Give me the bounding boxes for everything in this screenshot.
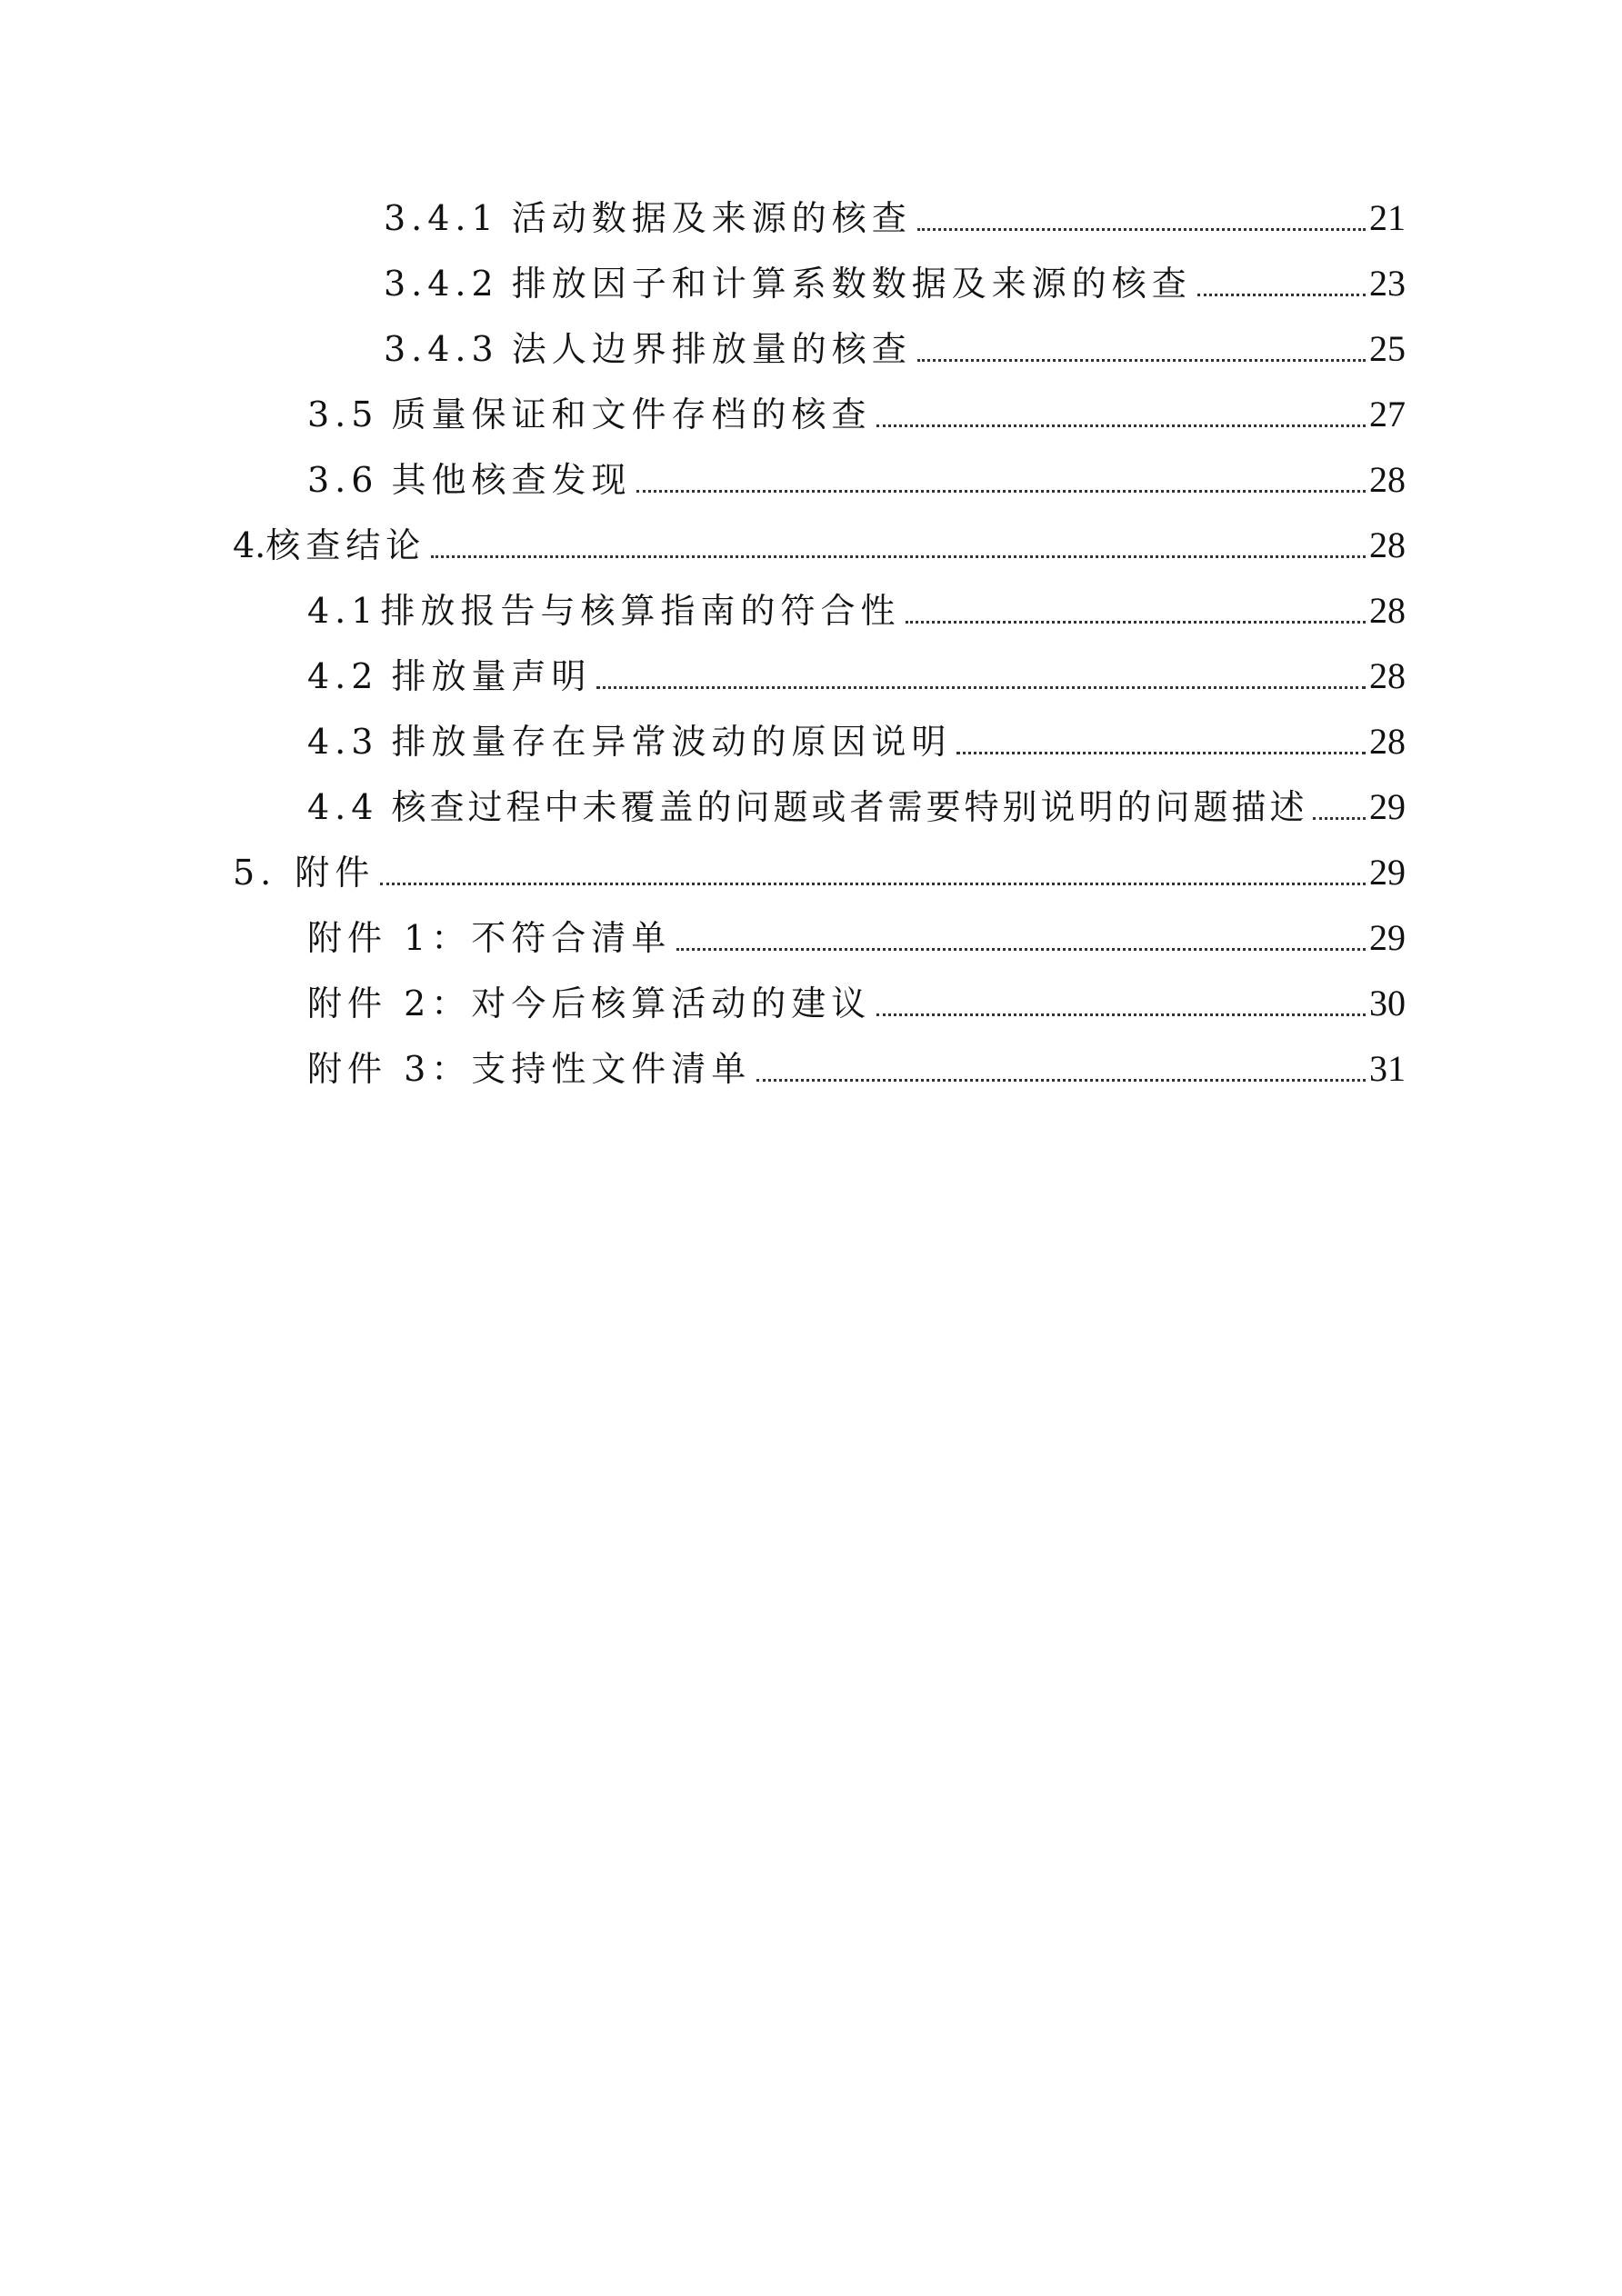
toc-entry-title: 排放报告与核算指南的符合性 — [380, 591, 901, 631]
toc-entry-page: 21 — [1369, 197, 1406, 238]
toc-entry-4-1[interactable] — [307, 585, 1406, 636]
toc-entry-page: 25 — [1369, 328, 1406, 369]
toc-entry-page: 28 — [1369, 655, 1406, 696]
toc-entry-number: 附件 1： — [307, 918, 472, 958]
dot-leader — [876, 424, 1366, 427]
toc-entry-4-3[interactable] — [307, 716, 1406, 767]
toc-entry-number: 4.2 — [307, 656, 379, 696]
toc-entry-title: 核查结论 — [265, 525, 426, 565]
dot-leader — [756, 1079, 1366, 1082]
toc-entry-3-5[interactable] — [307, 389, 1406, 440]
dot-leader — [876, 1013, 1366, 1016]
toc-entry-number: 4.4 — [307, 787, 379, 827]
toc-entry-3-4-2[interactable] — [384, 258, 1406, 309]
toc-entry-title: 活动数据及来源的核查 — [511, 198, 912, 238]
toc-entry-number: 附件 2： — [307, 983, 472, 1023]
dot-leader — [380, 883, 1366, 885]
toc-entry-number: 3.4.1 — [384, 198, 499, 238]
dot-leader — [906, 621, 1366, 624]
toc-entry-title: 不符合清单 — [471, 918, 672, 958]
toc-entry-page: 28 — [1369, 721, 1406, 762]
toc-entry-number: 4.1 — [307, 591, 379, 631]
toc-entry-number: 4.3 — [307, 722, 379, 762]
toc-entry-appendix-3[interactable] — [307, 1043, 1406, 1094]
toc-entry-page: 27 — [1369, 394, 1406, 434]
toc-entry-number: 5. — [233, 853, 277, 893]
dot-leader — [917, 228, 1366, 231]
toc-entry-page: 29 — [1369, 917, 1406, 958]
toc-entry-page: 28 — [1369, 459, 1406, 500]
toc-entry-page: 31 — [1369, 1048, 1406, 1089]
toc-entry-3-6[interactable] — [307, 454, 1406, 505]
toc-entry-title: 质量保证和文件存档的核查 — [391, 394, 872, 434]
toc-entry-title: 法人边界排放量的核查 — [511, 329, 912, 369]
toc-entry-title: 对今后核算活动的建议 — [471, 983, 872, 1023]
toc-entry-page: 29 — [1369, 786, 1406, 827]
toc-entry-page: 28 — [1369, 590, 1406, 631]
toc-entry-appendix-1[interactable] — [307, 913, 1406, 963]
toc-entry-number: 3.4.2 — [384, 264, 499, 304]
toc-entry-number: 3.4.3 — [384, 329, 499, 369]
toc-entry-3-4-3[interactable] — [384, 324, 1406, 374]
toc-entry-page: 29 — [1369, 852, 1406, 893]
toc-entry-4-2[interactable] — [307, 651, 1406, 702]
toc-entry-number: 3.5 — [307, 394, 379, 434]
toc-entry-title: 其他核查发现 — [391, 460, 632, 500]
dot-leader — [431, 555, 1366, 558]
toc-entry-page: 23 — [1369, 263, 1406, 304]
dot-leader — [1197, 294, 1366, 296]
dot-leader — [636, 490, 1366, 493]
toc-entry-title: 核查过程中未覆盖的问题或者需要特别说明的问题描述 — [391, 787, 1308, 827]
toc-entry-title: 排放量存在异常波动的原因说明 — [391, 722, 952, 762]
toc-entry-title: 排放量声明 — [391, 656, 592, 696]
toc-entry-5[interactable] — [233, 847, 1406, 898]
dot-leader — [1313, 817, 1366, 820]
toc-entry-title: 支持性文件清单 — [471, 1049, 752, 1089]
toc-entry-number: 3.6 — [307, 460, 379, 500]
toc-entry-title: 排放因子和计算系数数据及来源的核查 — [511, 264, 1192, 304]
toc-entry-number: 4. — [233, 525, 266, 565]
toc-entry-page: 28 — [1369, 524, 1406, 565]
toc-entry-3-4-1[interactable] — [384, 193, 1406, 244]
dot-leader — [676, 948, 1366, 951]
dot-leader — [917, 359, 1366, 362]
dot-leader — [956, 752, 1366, 754]
toc-entry-4[interactable] — [233, 520, 1406, 571]
toc-entry-4-4[interactable] — [307, 782, 1406, 833]
toc-entry-page: 30 — [1369, 983, 1406, 1023]
toc-entry-title: 附件 — [295, 853, 375, 893]
toc-entry-appendix-2[interactable] — [307, 978, 1406, 1029]
toc-entry-number: 附件 3： — [307, 1049, 472, 1089]
dot-leader — [596, 686, 1366, 689]
